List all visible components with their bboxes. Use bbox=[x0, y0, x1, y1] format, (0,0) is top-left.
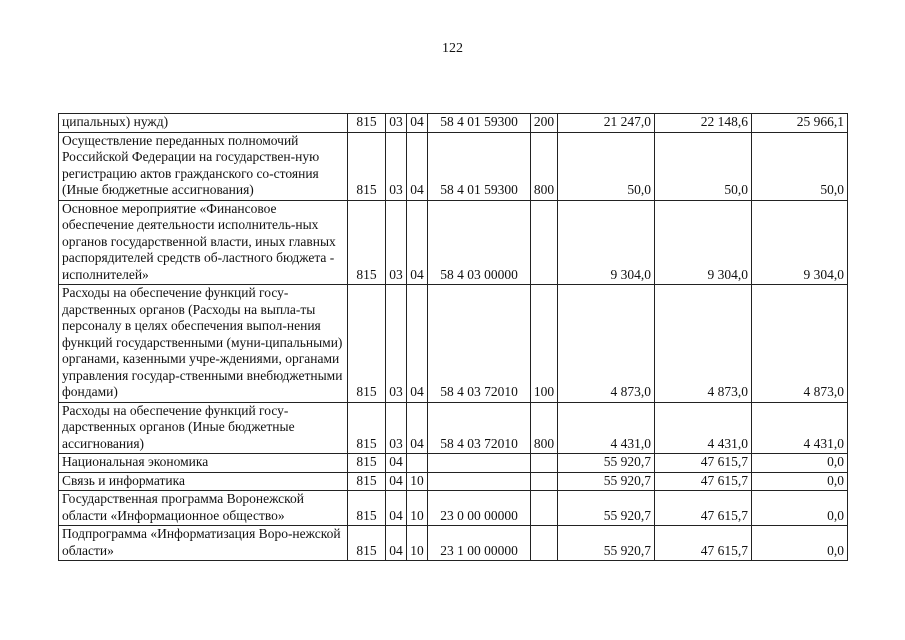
target-article-code: 58 4 01 59300 bbox=[428, 114, 531, 133]
ministry-code: 815 bbox=[348, 114, 386, 133]
subsection-code: 04 bbox=[407, 402, 428, 454]
ministry-code: 815 bbox=[348, 402, 386, 454]
row-name: Расходы на обеспечение функций госу-дарственных органов (Иные бюджетные ассигнования) bbox=[59, 402, 348, 454]
amount-year-3: 0,0 bbox=[752, 491, 848, 526]
amount-year-2: 22 148,6 bbox=[655, 114, 752, 133]
row-name: ципальных) нужд) bbox=[59, 114, 348, 133]
expense-type-code bbox=[531, 200, 558, 285]
target-article-code: 58 4 03 00000 bbox=[428, 200, 531, 285]
subsection-code: 10 bbox=[407, 472, 428, 491]
amount-year-1: 21 247,0 bbox=[558, 114, 655, 133]
target-article-code: 58 4 01 59300 bbox=[428, 132, 531, 200]
amount-year-1: 55 920,7 bbox=[558, 454, 655, 473]
subsection-code: 04 bbox=[407, 285, 428, 403]
subsection-code bbox=[407, 454, 428, 473]
row-name: Основное мероприятие «Финансовое обеспечение деятельности исполнитель-ных органов государственной власти, иных главных распорядителей средств об-ластного бюджета - исполнителей» bbox=[59, 200, 348, 285]
amount-year-3: 25 966,1 bbox=[752, 114, 848, 133]
section-code: 03 bbox=[386, 200, 407, 285]
section-code: 04 bbox=[386, 526, 407, 561]
amount-year-3: 4 873,0 bbox=[752, 285, 848, 403]
amount-year-1: 55 920,7 bbox=[558, 491, 655, 526]
amount-year-1: 55 920,7 bbox=[558, 526, 655, 561]
table-row bbox=[59, 114, 848, 133]
amount-year-3: 9 304,0 bbox=[752, 200, 848, 285]
ministry-code: 815 bbox=[348, 491, 386, 526]
ministry-code: 815 bbox=[348, 454, 386, 473]
table-row bbox=[59, 491, 848, 526]
amount-year-2: 47 615,7 bbox=[655, 454, 752, 473]
section-code: 04 bbox=[386, 491, 407, 526]
expense-type-code bbox=[531, 454, 558, 473]
table-row bbox=[59, 526, 848, 561]
section-code: 04 bbox=[386, 472, 407, 491]
amount-year-2: 4 873,0 bbox=[655, 285, 752, 403]
amount-year-2: 47 615,7 bbox=[655, 491, 752, 526]
table-row bbox=[59, 454, 848, 473]
amount-year-3: 0,0 bbox=[752, 472, 848, 491]
target-article-code: 23 0 00 00000 bbox=[428, 491, 531, 526]
expense-type-code bbox=[531, 526, 558, 561]
target-article-code bbox=[428, 472, 531, 491]
subsection-code: 10 bbox=[407, 526, 428, 561]
table-row bbox=[59, 402, 848, 454]
subsection-code: 04 bbox=[407, 132, 428, 200]
subsection-code: 10 bbox=[407, 491, 428, 526]
ministry-code: 815 bbox=[348, 285, 386, 403]
row-name: Связь и информатика bbox=[59, 472, 348, 491]
row-name: Государственная программа Воронежской области «Информационное общество» bbox=[59, 491, 348, 526]
table-row bbox=[59, 285, 848, 403]
budget-table bbox=[58, 113, 848, 561]
expense-type-code: 100 bbox=[531, 285, 558, 403]
target-article-code: 58 4 03 72010 bbox=[428, 285, 531, 403]
section-code: 03 bbox=[386, 285, 407, 403]
expense-type-code: 200 bbox=[531, 114, 558, 133]
amount-year-3: 50,0 bbox=[752, 132, 848, 200]
target-article-code: 58 4 03 72010 bbox=[428, 402, 531, 454]
table-row bbox=[59, 200, 848, 285]
subsection-code: 04 bbox=[407, 114, 428, 133]
amount-year-3: 0,0 bbox=[752, 454, 848, 473]
expense-type-code bbox=[531, 491, 558, 526]
page-number: 122 bbox=[442, 41, 463, 56]
amount-year-1: 55 920,7 bbox=[558, 472, 655, 491]
target-article-code bbox=[428, 454, 531, 473]
section-code: 03 bbox=[386, 114, 407, 133]
section-code: 03 bbox=[386, 132, 407, 200]
ministry-code: 815 bbox=[348, 200, 386, 285]
row-name: Национальная экономика bbox=[59, 454, 348, 473]
ministry-code: 815 bbox=[348, 132, 386, 200]
amount-year-2: 4 431,0 bbox=[655, 402, 752, 454]
subsection-code: 04 bbox=[407, 200, 428, 285]
amount-year-2: 50,0 bbox=[655, 132, 752, 200]
ministry-code: 815 bbox=[348, 526, 386, 561]
table-row bbox=[59, 472, 848, 491]
row-name: Осуществление переданных полномочий Российской Федерации на государствен-ную регистрацию актов гражданского со-стояния (Иные бюджетные ассигнования) bbox=[59, 132, 348, 200]
row-name: Расходы на обеспечение функций госу-дарственных органов (Расходы на выпла-ты персоналу в целях обеспечения выпол-нения функций государственными (муни-ципальными) органами, казенными учре-ждениями, органами управления государ-ственными внебюджетными фондами) bbox=[59, 285, 348, 403]
row-name: Подпрограмма «Информатизация Воро-нежской области» bbox=[59, 526, 348, 561]
expense-type-code: 800 bbox=[531, 402, 558, 454]
amount-year-2: 47 615,7 bbox=[655, 472, 752, 491]
amount-year-1: 4 431,0 bbox=[558, 402, 655, 454]
amount-year-3: 4 431,0 bbox=[752, 402, 848, 454]
expense-type-code: 800 bbox=[531, 132, 558, 200]
section-code: 03 bbox=[386, 402, 407, 454]
amount-year-3: 0,0 bbox=[752, 526, 848, 561]
amount-year-1: 9 304,0 bbox=[558, 200, 655, 285]
table-row bbox=[59, 132, 848, 200]
amount-year-1: 4 873,0 bbox=[558, 285, 655, 403]
expense-type-code bbox=[531, 472, 558, 491]
ministry-code: 815 bbox=[348, 472, 386, 491]
amount-year-2: 47 615,7 bbox=[655, 526, 752, 561]
target-article-code: 23 1 00 00000 bbox=[428, 526, 531, 561]
amount-year-1: 50,0 bbox=[558, 132, 655, 200]
section-code: 04 bbox=[386, 454, 407, 473]
amount-year-2: 9 304,0 bbox=[655, 200, 752, 285]
